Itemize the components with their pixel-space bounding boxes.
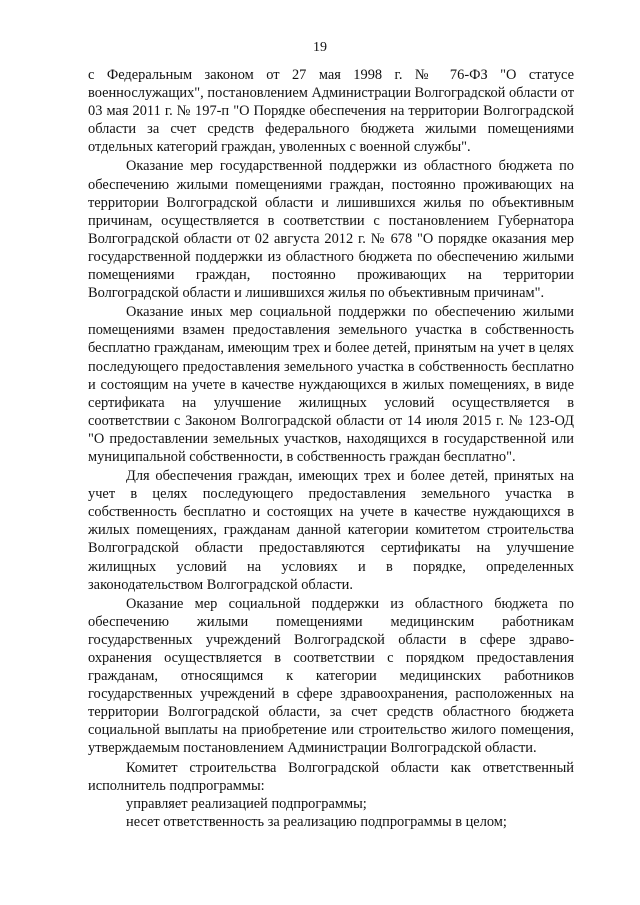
- paragraph-medical-workers-support: Оказание мер социальной поддержки из областного бюджета по обеспечению жилыми помещениями медицинским работникам государственных учреждений Волгоградской области в сфере здраво-охранения осуществляется в соответствии с порядком предоставления гражданам, относящимся к категории медицинских работников государственных учреждений в сфере здравоохранения, расположенных на территории Волгоградской области, за счет средств областного бюджета социальной выплаты на приобретение или строительство жилого помещения, утверждаемым постановлением Администрации Волгоградской области.: [88, 595, 574, 757]
- paragraph-responsible-executor: Комитет строительства Волгоградской области как ответственный исполнитель подпрограммы:: [88, 759, 574, 794]
- paragraph-federal-law-continuation: с Федеральным законом от 27 мая 1998 г. № 76-ФЗ "О статусе военнослужащих", постановлением Администрации Волгоградской области от 03 мая 2011 г. № 197-п "О Порядке обеспечения на территории Волгоградской области за счет средств федерального бюджета жилыми помещениями отдельных категорий граждан, уволенных с военной службы".: [88, 67, 574, 156]
- list-item-bears-responsibility: несет ответственность за реализацию подпрограммы в целом;: [126, 813, 507, 830]
- document-body: [88, 66, 574, 831]
- paragraph-large-families-land-alternative: Оказание иных мер социальной поддержки по обеспечению жилыми помещениями взамен предоставления земельного участка в собственность бесплатно гражданам, имеющим трех и более детей, принятым на учет в целях последующего предоставления земельного участка в собственность бесплатно и состоящим на учете в качестве нуждающихся в жилых помещениях, в виде сертификата на улучшение жилищных условий осуществляется в соответствии с Законом Волгоградской области от 14 июля 2015 г. № 123-ОД "О предоставлении земельных участков, находящихся в государственной или муниципальной собственности, в собственность граждан бесплатно".: [88, 304, 574, 465]
- page-number: 19: [313, 40, 327, 55]
- paragraph-housing-certificates: Для обеспечения граждан, имеющих трех и более детей, принятых на учет в целях последующего предоставления земельного участка в собственность бесплатно и состоящих на учете в качестве нуждающихся в жилых помещениях, гражданам данной категории комитетом строительства Волгоградской области предоставляются сертификаты на улучшение жилищных условий на условиях и в порядке, определенных законодательством Волгоградской области.: [88, 468, 574, 593]
- paragraph-state-support-lost-housing: Оказание мер государственной поддержки из областного бюджета по обеспечению жилыми помещениями граждан, постоянно проживающих на территории Волгоградской области и лишившихся жилья по объективным причинам, осуществляется в соответствии с постановлением Губернатора Волгоградской области от 02 августа 2012 г. № 678 "О порядке оказания мер государственной поддержки из областного бюджета по обеспечению жилыми помещениями граждан, постоянно проживающих на территории Волгоградской области и лишившихся жилья по объективным причинам".: [88, 158, 574, 302]
- list-item-manages-implementation: управляет реализацией подпрограммы;: [126, 795, 367, 812]
